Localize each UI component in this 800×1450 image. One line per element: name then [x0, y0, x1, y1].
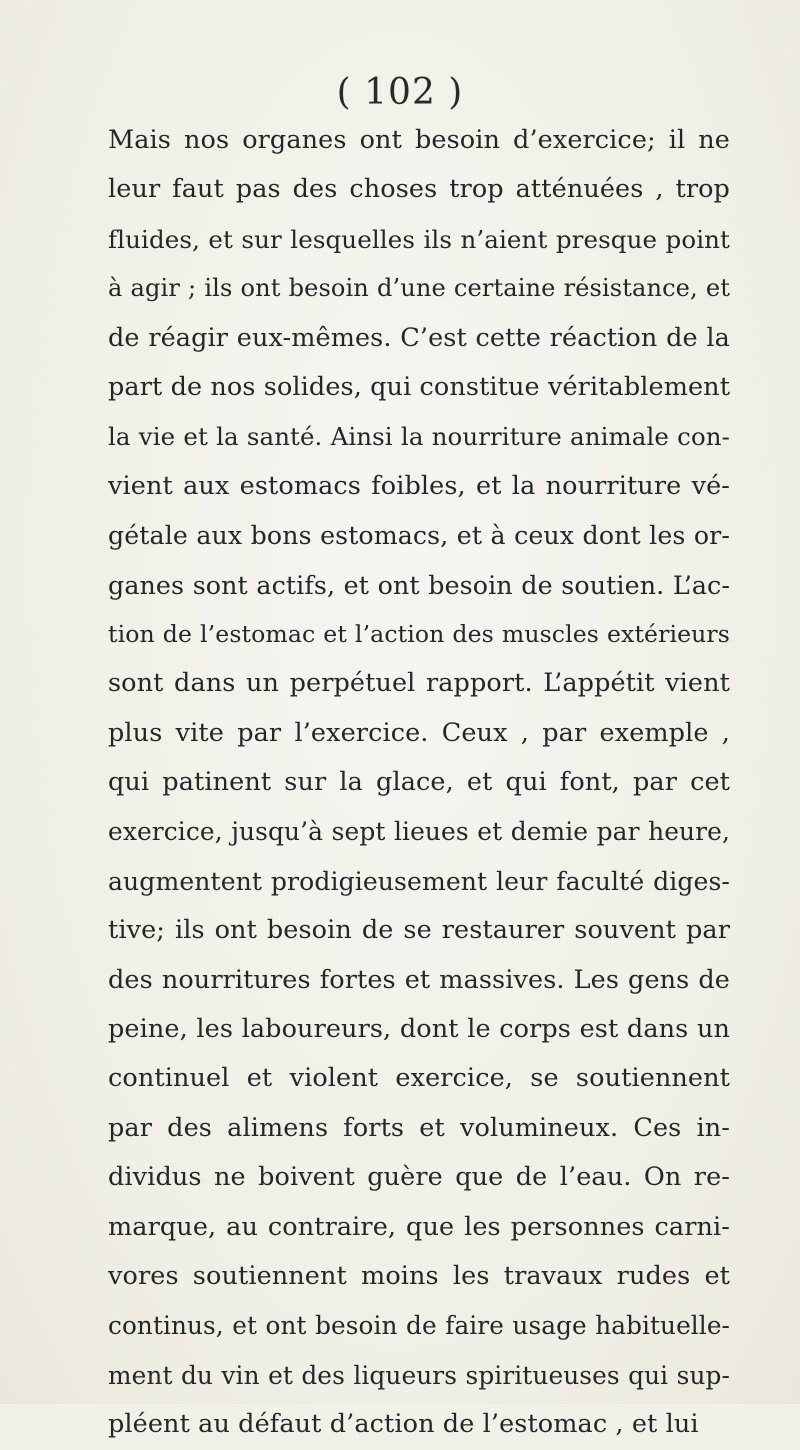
- text-line: exercice, jusqu’à sept lieues et demie par heure,: [108, 817, 730, 847]
- text-line: peine, les laboureurs, dont le corps est dans un: [108, 1014, 730, 1045]
- text-line: à agir ; ils ont besoin d’une certaine résistance, et: [108, 274, 730, 303]
- text-line: tive; ils ont besoin de se restaurer souvent par: [108, 915, 730, 946]
- text-line: gétale aux bons estomacs, et à ceux dont les or-: [108, 521, 730, 551]
- text-line: continuel et violent exercice, se soutiennent: [108, 1063, 730, 1094]
- text-line: de réagir eux-mêmes. C’est cette réaction de la: [108, 322, 730, 353]
- text-line: augmentent prodigieusement leur faculté diges-: [108, 866, 730, 896]
- text-line: leur faut pas des choses trop atténuées , trop: [108, 174, 730, 205]
- text-line: ment du vin et des liqueurs spiritueuses qui sup-: [108, 1360, 730, 1390]
- text-line: plus vite par l’exercice. Ceux , par exemple ,: [108, 717, 730, 748]
- text-line: part de nos solides, qui constitue véritablement: [108, 371, 731, 402]
- text-line: dividus ne boivent guère que de l’eau. On re-: [108, 1162, 730, 1193]
- text-line: qui patinent sur la glace, et qui font, par cet: [108, 767, 730, 798]
- text-line: des nourritures fortes et massives. Les gens de: [108, 964, 730, 995]
- page-number: ( 102 ): [336, 72, 464, 113]
- text-line: sont dans un perpétuel rapport. L’appétit vient: [108, 668, 730, 699]
- text-line: continus, et ont besoin de faire usage habituelle-: [108, 1311, 730, 1341]
- text-line: vient aux estomacs foibles, et la nourriture vé-: [108, 470, 730, 501]
- text-line: vores soutiennent moins les travaux rudes et: [108, 1260, 730, 1291]
- text-line: la vie et la santé. Ainsi la nourriture animale con-: [108, 422, 730, 452]
- body-text: [108, 116, 730, 1450]
- text-line: ganes sont actifs, et ont besoin de soutien. L’ac-: [108, 569, 730, 600]
- text-line: fluides, et sur lesquelles ils n’aient presque point: [108, 224, 730, 254]
- text-line: Mais nos organes ont besoin d’exercice; il ne: [108, 125, 730, 155]
- text-line: marque, au contraire, que les personnes carni-: [108, 1211, 730, 1242]
- text-line: tion de l’estomac et l’action des muscles extérieurs: [108, 619, 730, 648]
- text-line: pléent au défaut d’action de l’estomac , et lui: [108, 1409, 699, 1440]
- text-line: par des alimens forts et volumineux. Ces in-: [108, 1112, 730, 1143]
